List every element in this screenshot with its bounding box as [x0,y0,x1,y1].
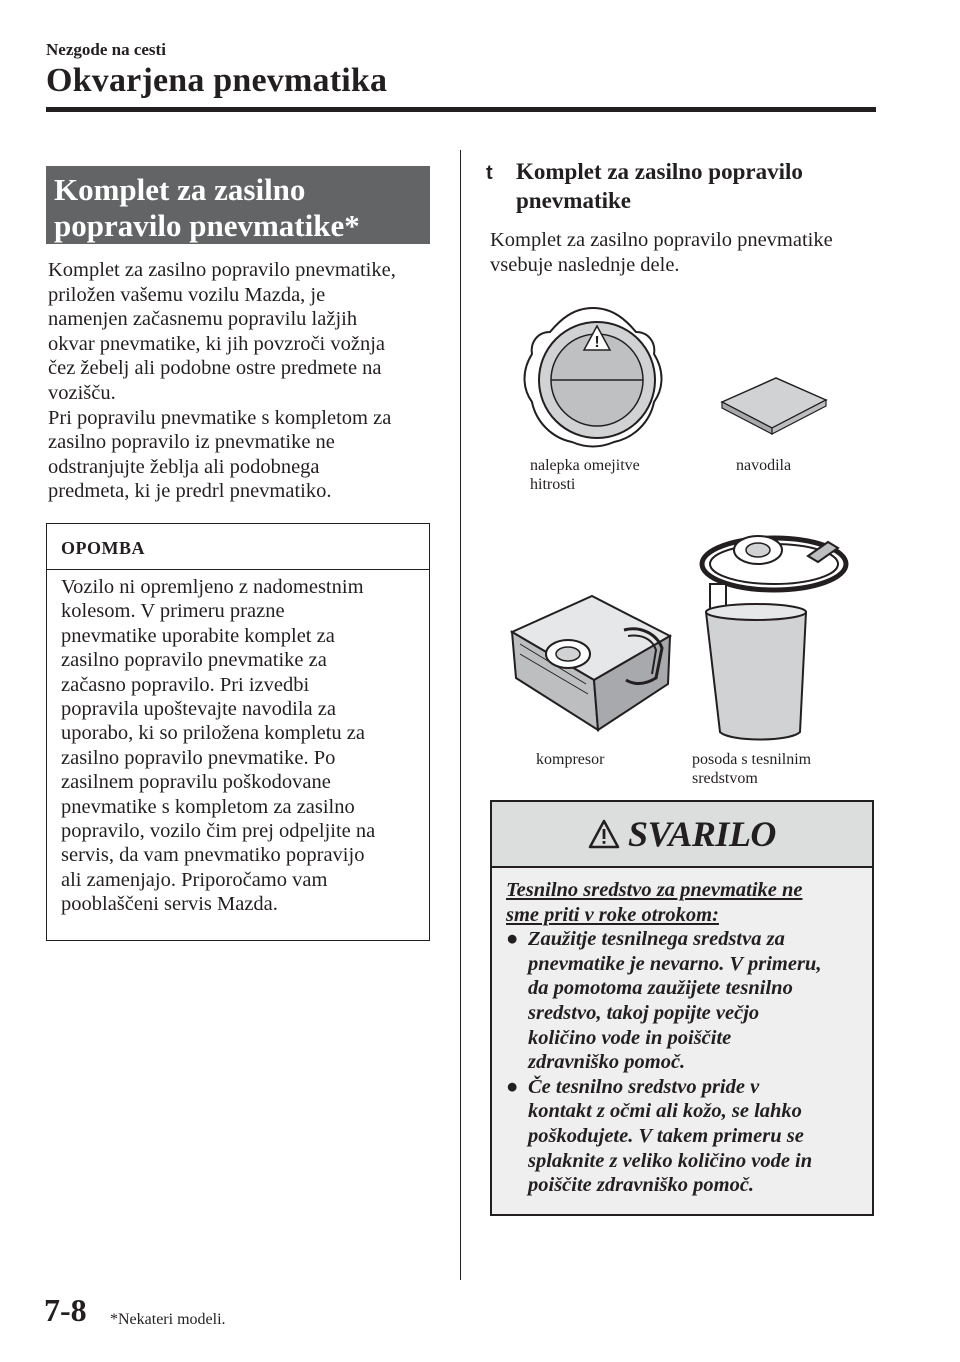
footnote: *Nekateri modeli. [110,1311,226,1328]
note-body: Vozilo ni opremljeno z nadomestnim kolesom. V primeru prazne pnevmatike uporabite komplet za zasilno popravilo pnevmatike za začasno popravilo. Pri izvedbi popravila upoštevajte navodila za uporabo, ki so priložena kompletu za zasilno popravilo pnevmatike. Po zasilnem popravilu poškodovane pnevmatike s kompletom za zasilno popravilo, vozilo čim prej odpeljite na servis, da vam pnevmatiko popravijo ali zamenjajo. Priporočamo vam pooblaščeni servis Mazda. [61,576,376,916]
warning-item: ● Če tesnilno sredstvo pride v kontakt z očmi ali kožo, se lahko poškodujete. V takem primeru se splaknite z veliko količino vode in poiščite zdravniško pomoč. [506,1075,813,1197]
manual-caption: navodila [736,457,792,474]
warning-triangle-icon [588,819,620,849]
compressor-caption: kompresor [536,751,605,768]
title-rule [46,107,876,112]
bullet: ● [506,1075,519,1098]
svg-text:!: ! [594,334,600,351]
manual-illustration [714,372,834,442]
warning-subtitle: Tesnilno sredstvo za pnevmatike ne sme priti v roke otrokom: [506,879,803,926]
section-mark: t [486,162,493,184]
warning-label: SVARILO [628,814,776,854]
kit-parts-paragraph: Komplet za zasilno popravilo pnevmatike vsebuje naslednje dele. [490,229,833,276]
sealant-caption: posoda s tesnilnim sredstvom [692,751,812,787]
bullet: ● [506,928,519,951]
section-label: Nezgode na cesti [46,40,166,59]
warning-header [492,802,872,868]
note-box [46,523,430,941]
page-number: 7-8 [44,1292,87,1328]
page-title: Okvarjena pnevmatika [46,62,388,99]
kit-parts-heading: t Komplet za zasilno popravilo pnevmatike [486,159,803,213]
kit-intro-paragraph: Komplet za zasilno popravilo pnevmatike, priložen vašemu vozilu Mazda, je namenjen začasnemu popravilu lažjih okvar pnevmatike, ki jih povzroči vožnja čez žebelj ali podobne ostre predmete na vozišču. Pri popravilu pnevmatike s kompletom za zasilno popravilo iz pnevmatike ne odstranjujte žeblja ali podobnega predmeta, ki je predrl pnevmatiko. [48,259,396,503]
warning-body [492,868,872,1214]
column-divider [460,150,461,1280]
speed-sticker-caption: nalepka omejitve hitrosti [530,457,640,493]
sealant-bottle-illustration [690,526,860,746]
note-title: OPOMBA [47,524,429,570]
warning-box [490,800,874,1216]
warning-item: ● Zaužitje tesnilnega sredstva za pnevmatike je nevarno. V primeru, da pomotoma zaužijete tesnilno sredstvo, takoj popijte večjo količino vode in poiščite zdravniško pomoč. [506,928,822,1074]
compressor-illustration [506,588,676,738]
speed-sticker-illustration [518,300,668,450]
kit-heading: Komplet za zasilno popravilo pnevmatike* [46,166,430,244]
